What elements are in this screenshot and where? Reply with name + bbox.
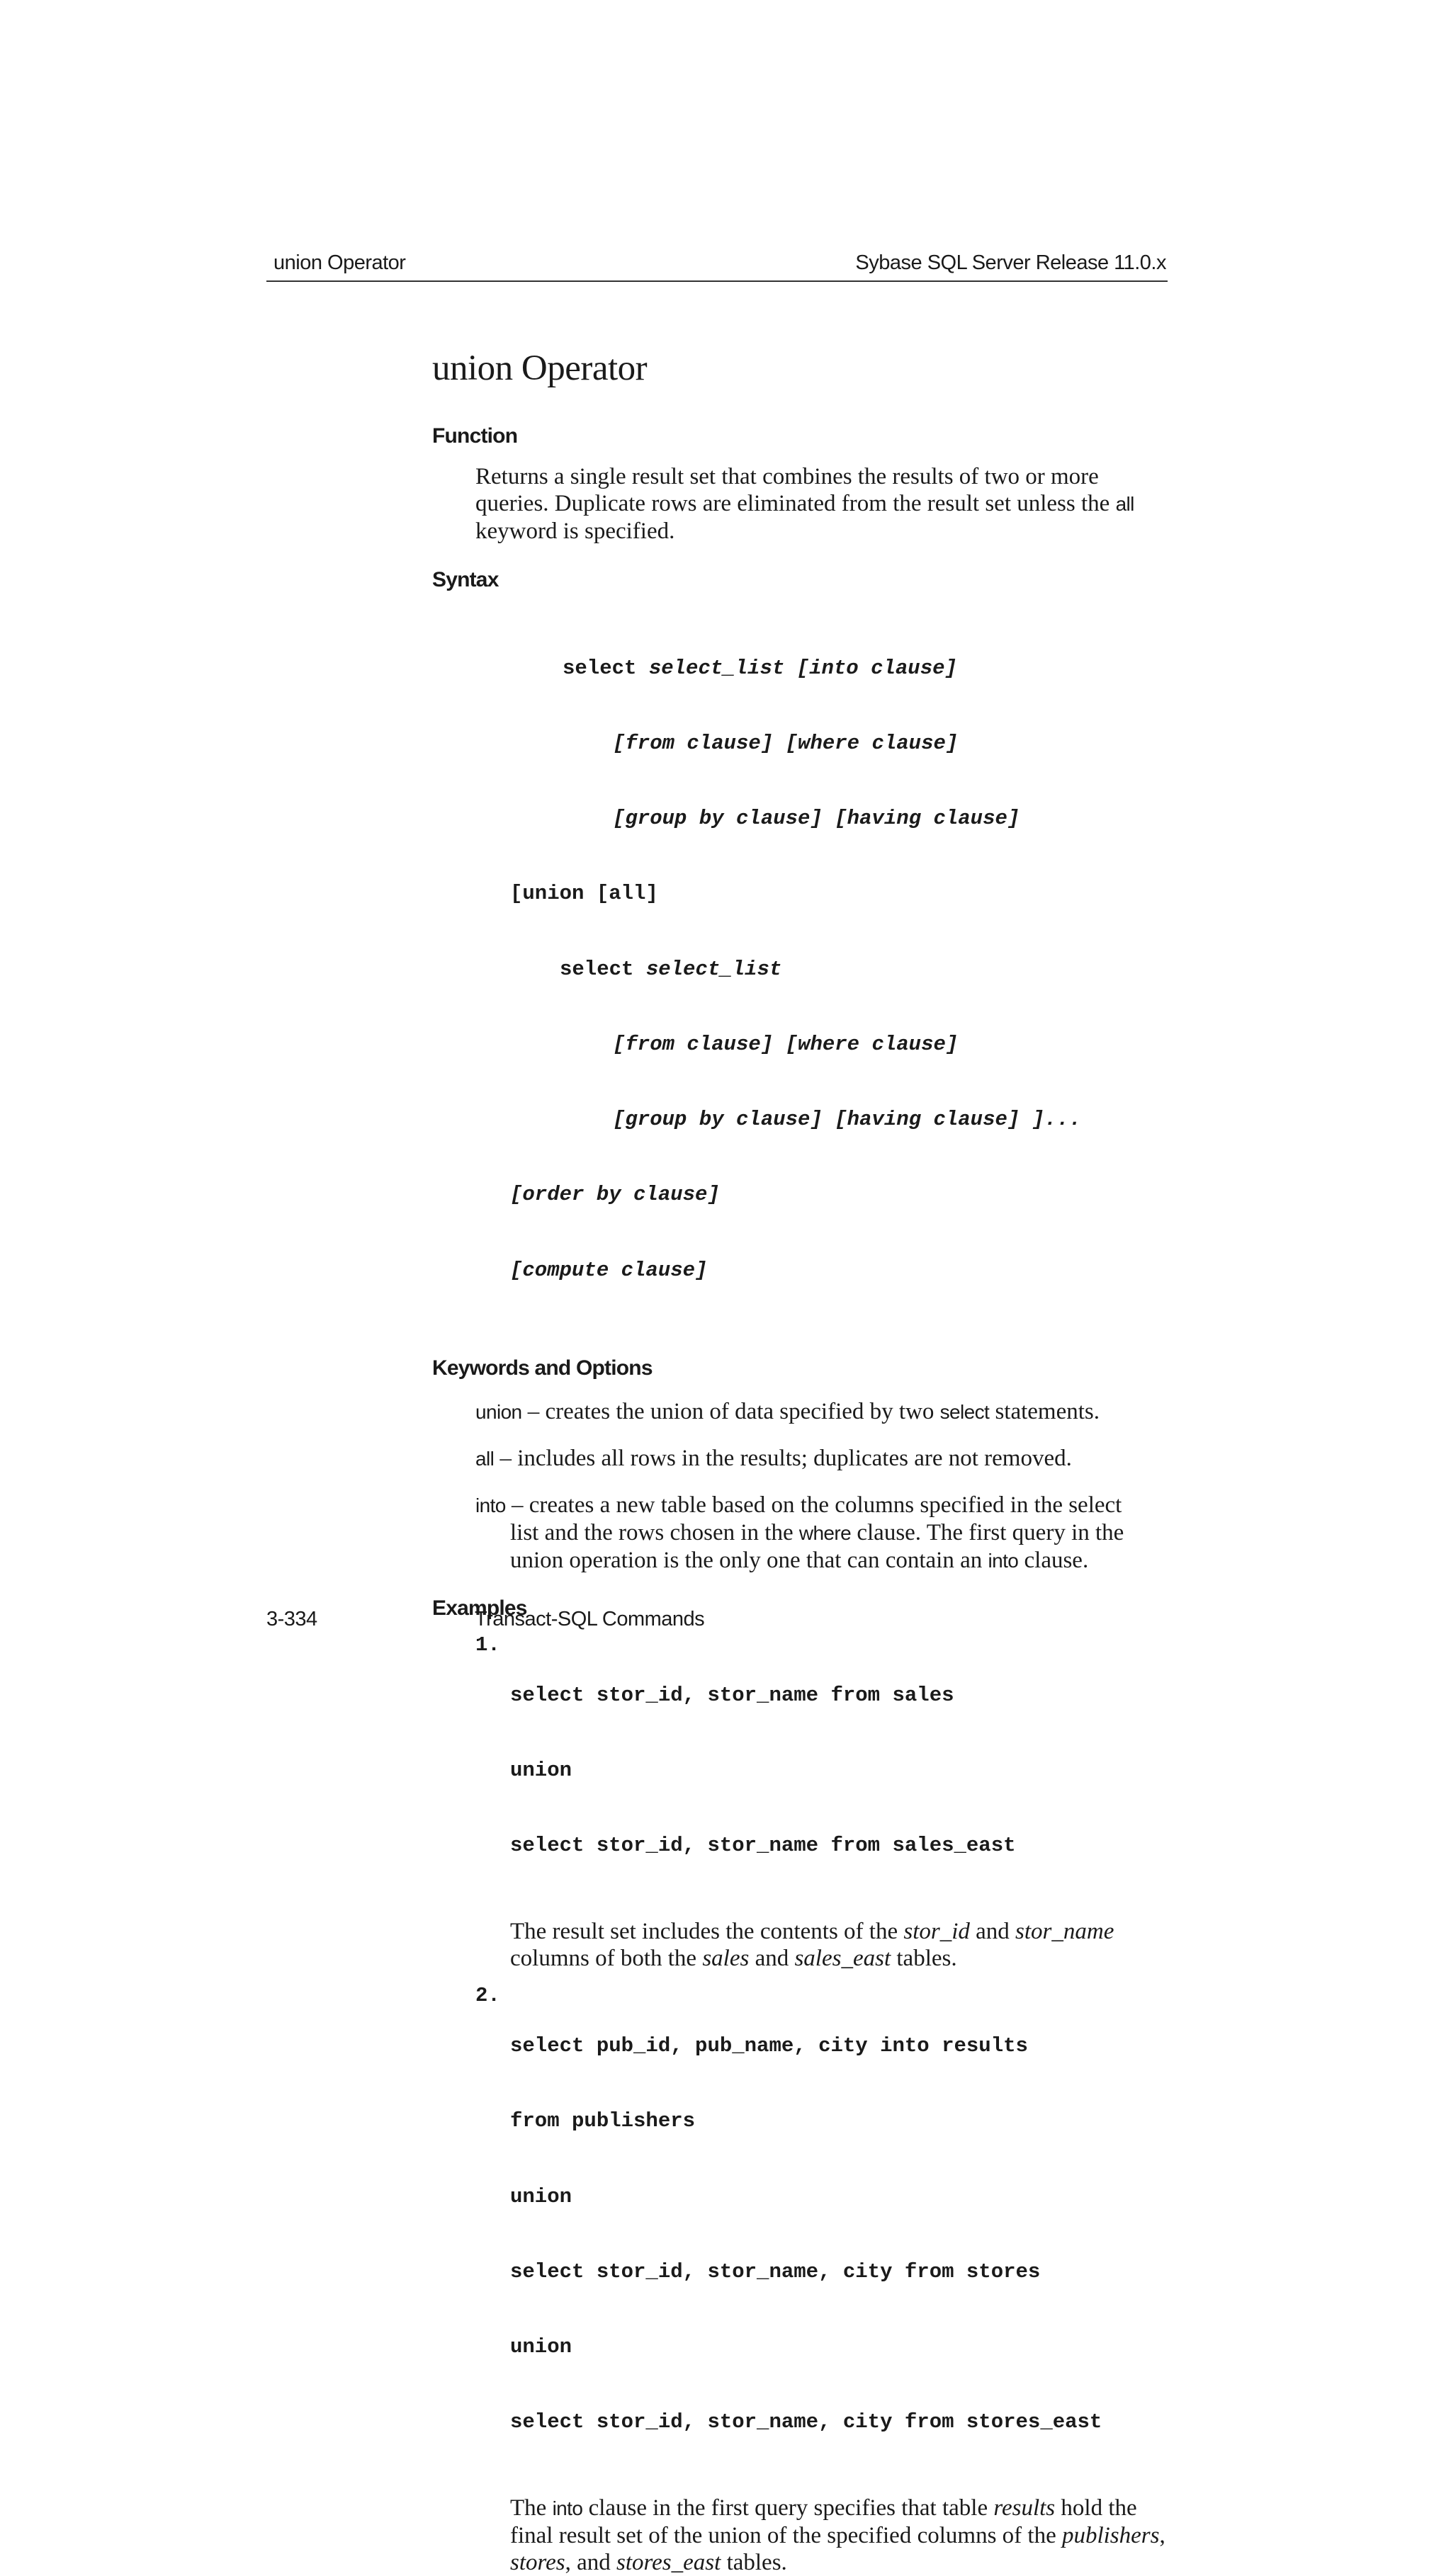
page-number: 3-334 xyxy=(266,1608,317,1630)
function-text-2: keyword is specified. xyxy=(475,518,675,544)
code-line: select stor_id, stor_name, city from stores xyxy=(510,2259,1041,2283)
option-all: all – includes all rows in the results; duplicates are not removed. xyxy=(475,1445,1072,1471)
keyword-all: all xyxy=(1115,493,1134,515)
code-line: select stor_id, stor_name from sales_east xyxy=(510,1834,1016,1858)
example-code xyxy=(510,1633,1176,1908)
syntax-line: [compute clause] xyxy=(510,1258,708,1282)
code-line: select pub_id, pub_name, city into results xyxy=(510,2034,1028,2058)
example-number: 2. xyxy=(475,1984,500,2008)
code-line: from publishers xyxy=(510,2109,696,2133)
example-number: 1. xyxy=(475,1633,500,1657)
syntax-line: select select_list [into clause] xyxy=(563,656,957,680)
example-description: The into clause in the first query specifies that table results hold the final result set of the union of the specified columns of the publishers, stores, and stores_east tables. xyxy=(510,2495,1165,2576)
option-union: union – creates the union of data specified by two select statements. xyxy=(475,1398,1100,1424)
keywords-heading: Keywords and Options xyxy=(432,1356,653,1380)
code-line: select stor_id, stor_name, city from stores_east xyxy=(510,2410,1102,2434)
example-2 xyxy=(475,1983,1176,2576)
running-header-section: union Operator xyxy=(273,251,406,274)
footer-chapter-title: Transact-SQL Commands xyxy=(475,1608,705,1630)
syntax-code-block xyxy=(510,606,1176,1333)
example-code xyxy=(510,1983,1176,2485)
code-line: union xyxy=(510,2334,572,2359)
function-text-1: Returns a single result set that combines the results of two or more queries. Duplicate rows are eliminated from the result set unless the xyxy=(475,464,1116,516)
function-heading: Function xyxy=(432,424,518,448)
syntax-line: [union [all] xyxy=(510,882,658,906)
code-line: union xyxy=(510,1758,572,1782)
example-1 xyxy=(475,1633,1176,1972)
examples-heading: Examples xyxy=(432,1596,527,1620)
page-title: union Operator xyxy=(432,348,648,388)
code-line: union xyxy=(510,2184,572,2208)
code-line: select stor_id, stor_name from sales xyxy=(510,1683,954,1707)
syntax-line: [group by clause] [having clause] xyxy=(613,807,1020,831)
syntax-line: [from clause] [where clause] xyxy=(613,732,959,756)
example-description: The result set includes the contents of the stor_id and stor_name columns of both the sales and sales_east tables. xyxy=(510,1919,1114,1972)
option-into: into – creates a new table based on the columns specified in the select list and the rows chosen in the where clause. The first query in the union operation is the only one that can contain an into clause. xyxy=(475,1492,1124,1573)
syntax-line: [from clause] [where clause] xyxy=(613,1032,959,1056)
page-content xyxy=(432,346,1176,2576)
function-description xyxy=(475,463,1176,545)
syntax-line: [order by clause] xyxy=(510,1183,720,1207)
running-header-product: Sybase SQL Server Release 11.0.x xyxy=(855,251,1166,274)
syntax-line: [group by clause] [having clause] ]... xyxy=(613,1108,1082,1132)
syntax-heading: Syntax xyxy=(432,568,499,591)
syntax-line: select select_list xyxy=(560,957,782,981)
header-rule xyxy=(266,280,1168,282)
